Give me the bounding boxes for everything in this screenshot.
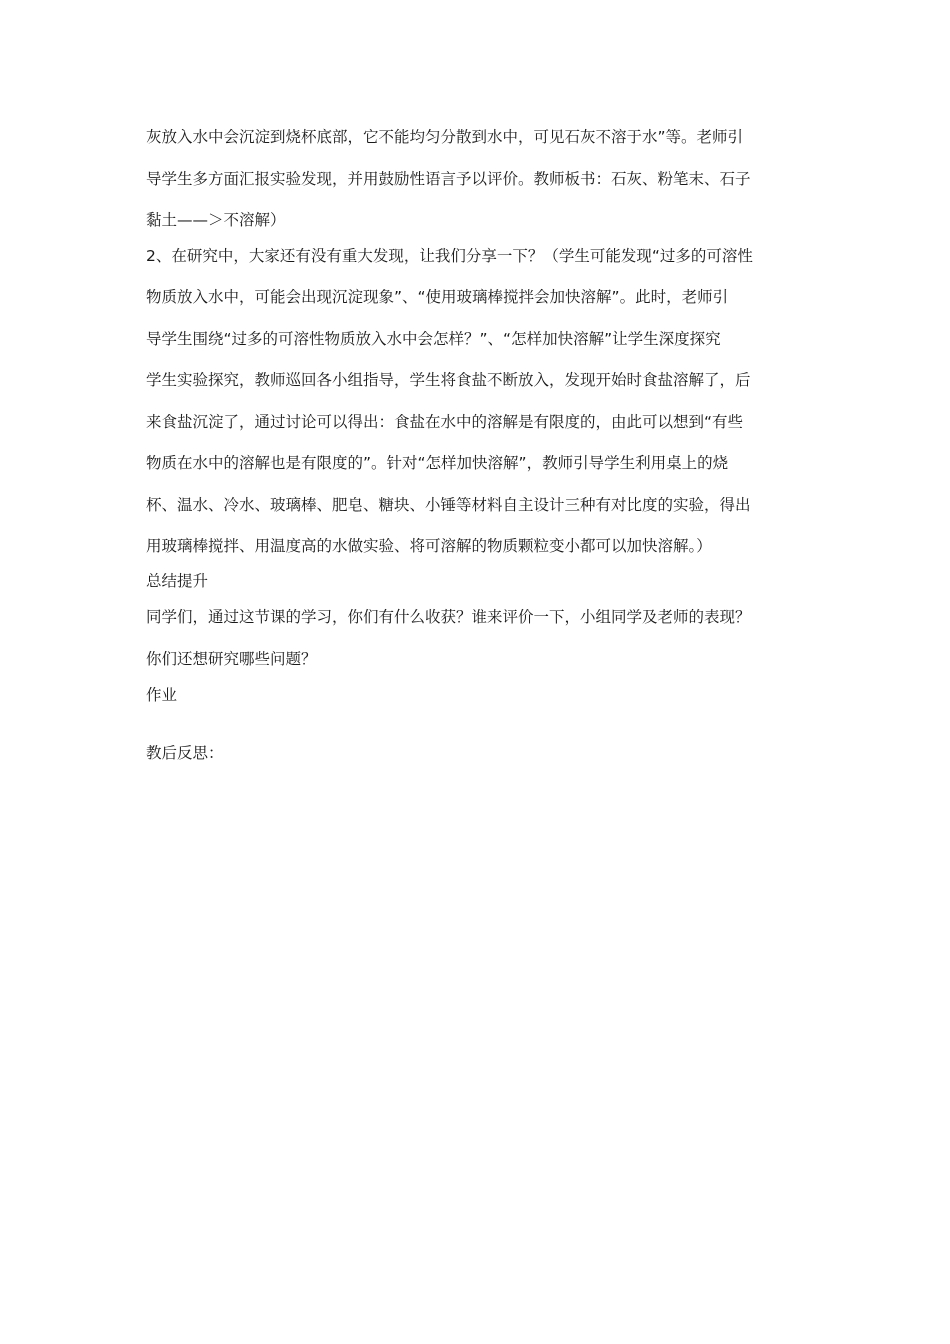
paragraph-line: 你们还想研究哪些问题？ <box>146 650 317 668</box>
paragraph-line: 学生实验探究，教师巡回各小组指导，学生将食盐不断放入，发现开始时食盐溶解了，后 <box>146 371 751 389</box>
paragraph-line: 灰放入水中会沉淀到烧杯底部，它不能均匀分散到水中，可见石灰不溶于水”等。老师引 <box>146 128 744 146</box>
section-heading: 总结提升 <box>146 572 209 590</box>
paragraph-line: 物质在水中的溶解也是有限度的”。针对“怎样加快溶解”，教师引导学生利用桌上的烧 <box>146 454 729 472</box>
paragraph-line: 杯、温水、冷水、玻璃棒、肥皂、糖块、小锤等材料自主设计三种有对比度的实验，得出 <box>146 496 751 514</box>
paragraph-line: 同学们，通过这节课的学习，你们有什么收获？谁来评价一下，小组同学及老师的表现？ <box>146 608 751 626</box>
section-heading: 教后反思： <box>146 744 224 762</box>
paragraph-line: 导学生多方面汇报实验发现，并用鼓励性语言予以评价。教师板书：石灰、粉笔末、石子 <box>146 170 751 188</box>
paragraph-line: 来食盐沉淀了，通过讨论可以得出：食盐在水中的溶解是有限度的，由此可以想到“有些 <box>146 413 744 431</box>
paragraph-line: 物质放入水中，可能会出现沉淀现象”、“使用玻璃棒搅拌会加快溶解”。此时，老师引 <box>146 288 729 306</box>
paragraph-line: 导学生围绕“过多的可溶性物质放入水中会怎样？”、“怎样加快溶解”让学生深度探究 <box>146 330 721 348</box>
paragraph-line: 黏土——＞不溶解） <box>146 211 286 229</box>
paragraph-line: 2、在研究中，大家还有没有重大发现，让我们分享一下？（学生可能发现“过多的可溶性 <box>146 247 753 265</box>
section-heading: 作业 <box>146 686 178 704</box>
paragraph-line: 用玻璃棒搅拌、用温度高的水做实验、将可溶解的物质颗粒变小都可以加快溶解。） <box>146 537 712 555</box>
